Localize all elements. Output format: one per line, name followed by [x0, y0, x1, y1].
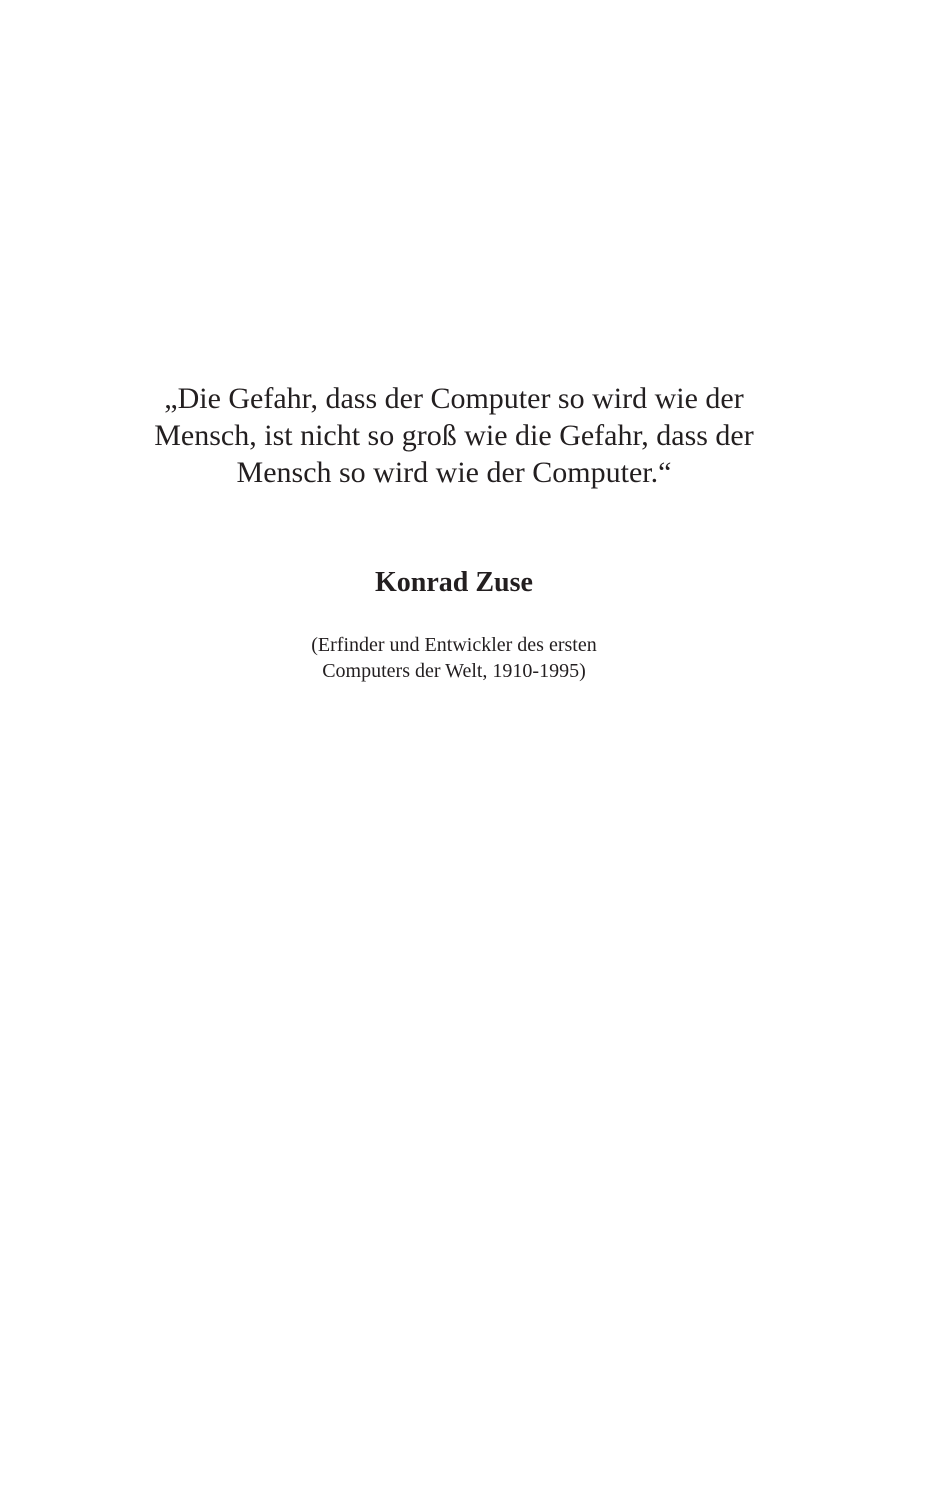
- quote-text: [0, 380, 908, 491]
- author-note-line: Computers der Welt, 1910-1995): [322, 660, 586, 682]
- author-note: [0, 632, 908, 684]
- quote-line: Mensch so wird wie der Computer.“: [236, 456, 672, 489]
- quote-line: Mensch, ist nicht so groß wie die Gefahr, dass der: [154, 419, 754, 452]
- author-note-line: (Erfinder und Entwickler des ersten: [311, 634, 597, 656]
- quote-author: Konrad Zuse: [375, 567, 533, 598]
- quote-line: „Die Gefahr, dass der Computer so wird wie der: [164, 382, 744, 415]
